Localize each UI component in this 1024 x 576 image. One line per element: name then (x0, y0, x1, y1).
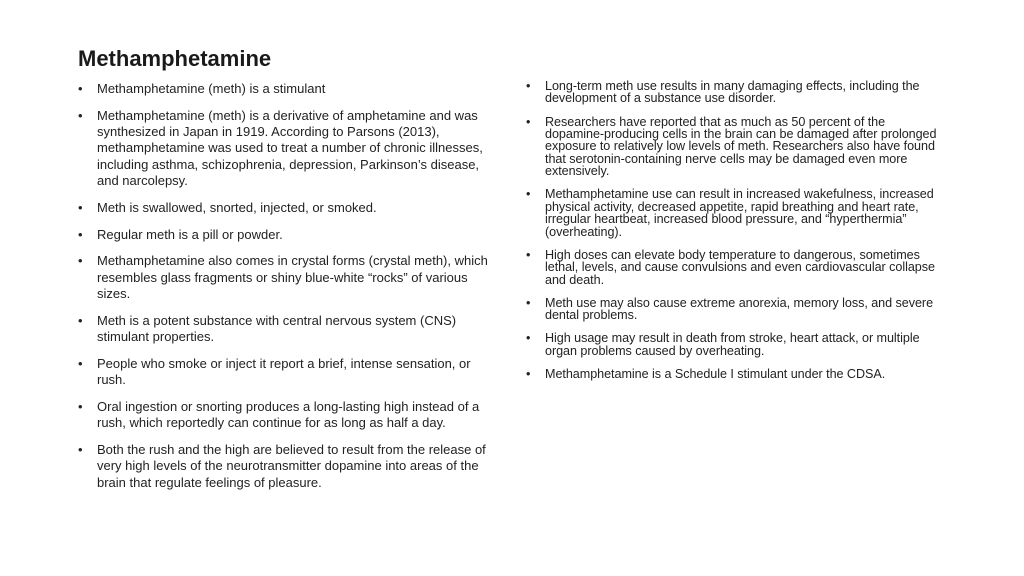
bullet-text: People who smoke or inject it report a brief, intense sensation, or rush. (97, 355, 471, 388)
list-item (78, 107, 502, 189)
bullet-icon: • (526, 114, 531, 129)
list-item (526, 295, 937, 323)
list-item (526, 367, 937, 382)
bullet-icon: • (526, 367, 531, 382)
list-item (78, 226, 502, 243)
list-item (78, 355, 502, 389)
list-item (78, 253, 502, 302)
list-item (526, 187, 937, 239)
list-item (78, 81, 502, 97)
bullet-icon: • (526, 295, 531, 310)
bullet-icon: • (78, 398, 83, 414)
bullet-text: Methamphetamine (meth) is a derivative of amphetamine and was synthesized in Japan in 1919. According to Parsons (2013), methamphetamine was used to treat a number of chronic illnesses, including asthma, schizophrenia, depression, Parkinson’s disease, and narcolepsy. (97, 107, 483, 188)
bullet-icon: • (78, 355, 83, 371)
bullet-text: High doses can elevate body temperature to dangerous, sometimes lethal, levels, and cause convulsions and even cardiovascular collapse and death. (545, 247, 935, 287)
bullet-text: High usage may result in death from stroke, heart attack, or multiple organ problems caused by overheating. (545, 331, 920, 358)
bullet-icon: • (78, 199, 83, 215)
bullet-icon: • (78, 81, 83, 96)
bullet-icon: • (78, 442, 83, 458)
bullet-text: Methamphetamine use can result in increased wakefulness, increased physical activity, decreased appetite, rapid breathing and heart rate, irregular heartbeat, increased blood pressure, and “hyperthermia” (overheating). (545, 187, 934, 239)
bullet-icon: • (526, 331, 531, 346)
list-item (526, 247, 937, 287)
bullet-text: Methamphetamine (meth) is a stimulant (97, 81, 326, 96)
bullet-text: Long-term meth use results in many damaging effects, including the development of a substance use disorder. (545, 79, 920, 106)
bullet-text: Meth is swallowed, snorted, injected, or smoked. (97, 199, 377, 215)
list-item (78, 312, 502, 346)
bullet-icon: • (526, 187, 531, 202)
bullet-icon: • (526, 247, 531, 262)
bullet-icon: • (526, 79, 531, 93)
slide-title: Methamphetamine (78, 46, 272, 71)
right-bullet-list (526, 79, 937, 391)
bullet-icon: • (78, 226, 83, 242)
bullet-text: Regular meth is a pill or powder. (97, 226, 283, 242)
bullet-text: Meth is a potent substance with central nervous system (CNS) stimulant properties. (97, 312, 457, 345)
bullet-text: Meth use may also cause extreme anorexia, memory loss, and severe dental problems. (545, 295, 934, 323)
bullet-text: Both the rush and the high are believed to result from the release of very high levels of the neurotransmitter dopamine into areas of the brain that regulate feelings of pleasure. (97, 442, 486, 490)
bullet-icon: • (78, 253, 83, 269)
list-item (526, 114, 937, 179)
list-item (526, 331, 937, 358)
list-item (78, 199, 502, 216)
list-item (78, 398, 502, 432)
bullet-text: Researchers have reported that as much as 50 percent of the dopamine-producing cells in the brain can be damaged after prolonged exposure to relatively low levels of meth. Researchers also have found that serotonin-containing nerve cells may be damaged even more extensively. (545, 114, 937, 179)
bullet-text: Oral ingestion or snorting produces a long-lasting high instead of a rush, which reportedly can continue for as long as half a day. (97, 398, 480, 431)
bullet-icon: • (78, 312, 83, 328)
bullet-text: Methamphetamine also comes in crystal forms (crystal meth), which resembles glass fragments or shiny blue-white “rocks” of various sizes. (97, 253, 488, 301)
bullet-icon: • (78, 107, 83, 123)
list-item (526, 79, 937, 106)
bullet-text: Methamphetamine is a Schedule I stimulant under the CDSA. (545, 367, 886, 382)
left-bullet-list (78, 81, 502, 501)
list-item (78, 442, 502, 491)
